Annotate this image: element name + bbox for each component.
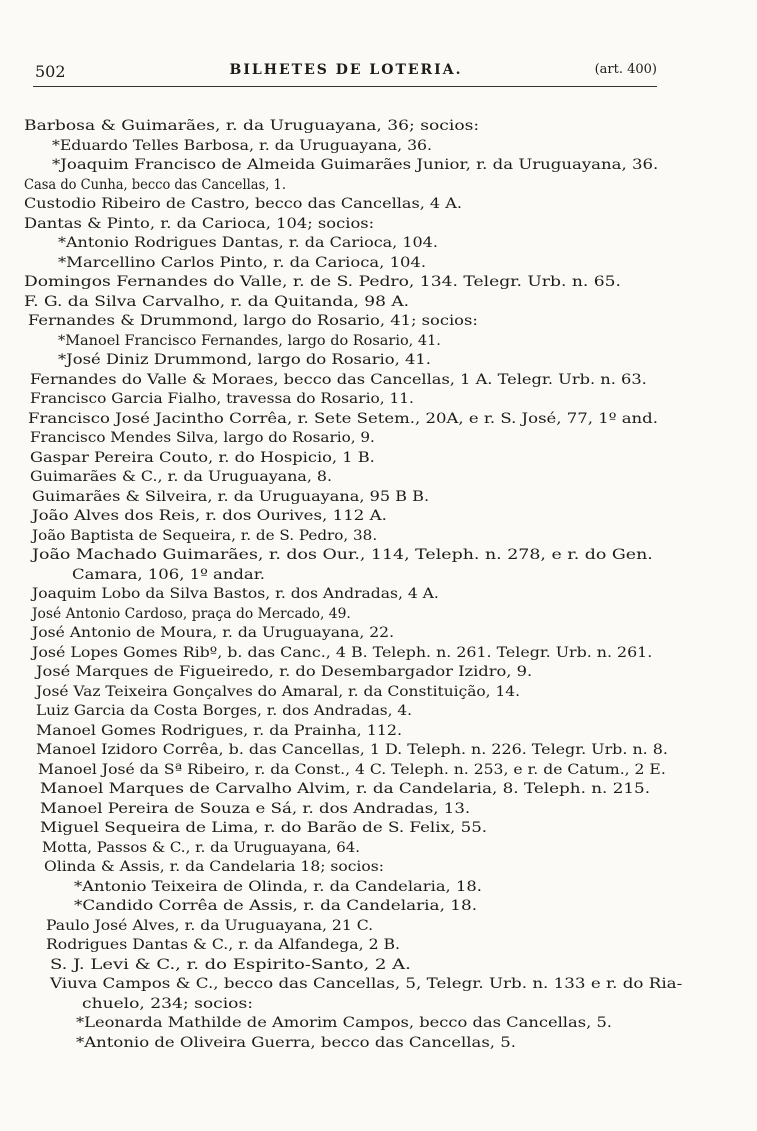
entry-text: Domingos Fernandes do Valle, r. de S. Pedro, 134. Telegr. Urb. n. 65. [24, 274, 621, 290]
entry-text: Francisco Garcia Fialho, travessa do Rosario, 11. [30, 391, 414, 407]
entry-line [0, 449, 757, 469]
entry-line [0, 546, 757, 566]
entry-text: Viuva Campos & C., becco das Cancellas, 5, Telegr. Urb. n. 133 e r. do Ria- [50, 976, 683, 992]
entry-line [0, 234, 757, 254]
page-number: 502 [35, 62, 66, 81]
entry-text: Barbosa & Guimarães, r. da Uruguayana, 36; socios: [24, 118, 480, 134]
entry-line [0, 819, 757, 839]
entry-line [0, 156, 757, 176]
entry-line [0, 488, 757, 508]
entry-text: Manoel José da Sª Ribeiro, r. da Const., 4 C. Teleph. n. 253, e r. de Catum., 2 E. [38, 761, 666, 778]
entry-text: Manoel Gomes Rodrigues, r. da Prainha, 112. [36, 722, 403, 739]
entry-text: José Lopes Gomes Ribº, b. das Canc., 4 B. Teleph. n. 261. Telegr. Urb. n. 261. [32, 644, 653, 661]
entry-line [0, 390, 757, 410]
entry-text: *Antonio Rodrigues Dantas, r. da Carioca, 104. [58, 235, 438, 251]
entry-line [0, 371, 757, 391]
article-reference: (art. 400) [594, 62, 657, 77]
entry-line [0, 663, 757, 683]
entry-line [0, 195, 757, 215]
entry-text: Camara, 106, 1º andar. [72, 566, 266, 583]
entry-text: Custodio Ribeiro de Castro, becco das Cancellas, 4 A. [24, 196, 462, 212]
entry-line [0, 293, 757, 313]
entry-line [0, 254, 757, 274]
entry-text: Dantas & Pinto, r. da Carioca, 104; socios: [24, 215, 375, 232]
entry-text: Luiz Garcia da Costa Borges, r. dos Andradas, 4. [36, 703, 412, 719]
entry-text: *Eduardo Telles Barbosa, r. da Uruguayana, 36. [52, 137, 433, 154]
entry-line [0, 761, 757, 781]
entry-text: Casa do Cunha, becco das Cancellas, 1. [24, 176, 286, 193]
entry-text: Joaquim Lobo da Silva Bastos, r. dos Andradas, 4 A. [32, 586, 439, 602]
entry-text: *Joaquim Francisco de Almeida Guimarães Junior, r. da Uruguayana, 36. [52, 157, 659, 173]
entry-text: Francisco José Jacintho Corrêa, r. Sete Setem., 20A, e r. S. José, 77, 1º and. [28, 410, 658, 427]
entry-text: Gaspar Pereira Couto, r. do Hospicio, 1 B. [30, 449, 375, 466]
entry-line [0, 917, 757, 937]
entry-text: Manoel Izidoro Corrêa, b. das Cancellas, 1 D. Teleph. n. 226. Telegr. Urb. n. 8. [36, 742, 668, 758]
entry-text: João Baptista de Sequeira, r. de S. Pedro, 38. [32, 527, 378, 544]
entry-line [0, 312, 757, 332]
entry-line [0, 566, 757, 586]
entry-text: Guimarães & Silveira, r. da Uruguayana, 95 B B. [32, 488, 430, 505]
entry-line [0, 429, 757, 449]
page-header [35, 62, 657, 86]
entry-text: Olinda & Assis, r. da Candelaria 18; socios: [44, 859, 384, 875]
entry-text: Francisco Mendes Silva, largo do Rosario, 9. [30, 430, 375, 446]
entry-list [0, 117, 757, 1053]
entry-text: chuelo, 234; socios: [82, 995, 253, 1012]
entry-line [0, 741, 757, 761]
entry-text: Paulo José Alves, r. da Uruguayana, 21 C. [46, 917, 374, 934]
entry-line [0, 332, 757, 352]
entry-line [0, 137, 757, 157]
entry-text: F. G. da Silva Carvalho, r. da Quitanda, 98 A. [24, 293, 410, 310]
entry-text: *Manoel Francisco Fernandes, largo do Rosario, 41. [58, 332, 441, 349]
entry-text: Rodrigues Dantas & C., r. da Alfandega, 2 B. [46, 937, 401, 953]
entry-line [0, 410, 757, 430]
entry-text: *Antonio Teixeira de Olinda, r. da Candelaria, 18. [74, 878, 482, 895]
entry-line [0, 683, 757, 703]
entry-line [0, 839, 757, 859]
entry-text: Miguel Sequeira de Lima, r. do Barão de S. Felix, 55. [40, 820, 488, 836]
entry-line [0, 273, 757, 293]
entry-line [0, 605, 757, 625]
entry-text: Manoel Marques de Carvalho Alvim, r. da Candelaria, 8. Teleph. n. 215. [40, 781, 651, 797]
entry-text: S. J. Levi & C., r. do Espirito-Santo, 2 A. [50, 956, 411, 973]
entry-line [0, 585, 757, 605]
entry-line [0, 644, 757, 664]
entry-text: Fernandes do Valle & Moraes, becco das Cancellas, 1 A. Telegr. Urb. n. 63. [30, 371, 647, 388]
entry-line [0, 1034, 757, 1054]
entry-text: *José Diniz Drummond, largo do Rosario, 41. [58, 352, 432, 368]
entry-text: João Alves dos Reis, r. dos Ourives, 112 A. [32, 508, 387, 524]
entry-text: José Antonio Cardoso, praça do Mercado, 49. [32, 605, 351, 622]
entry-text: José Marques de Figueiredo, r. do Desembargador Izidro, 9. [36, 664, 533, 680]
entry-text: Fernandes & Drummond, largo do Rosario, 41; socios: [28, 313, 478, 329]
entry-line [0, 527, 757, 547]
entry-line [0, 800, 757, 820]
entry-text: João Machado Guimarães, r. dos Our., 114, Teleph. n. 278, e r. do Gen. [32, 547, 653, 563]
entry-line [0, 897, 757, 917]
entry-line [0, 117, 757, 137]
entry-line [0, 468, 757, 488]
entry-line [0, 956, 757, 976]
header-rule [33, 86, 657, 87]
entry-line [0, 722, 757, 742]
entry-line [0, 780, 757, 800]
entry-text: *Leonarda Mathilde de Amorim Campos, becco das Cancellas, 5. [76, 1015, 612, 1031]
entry-text: José Antonio de Moura, r. da Uruguayana, 22. [32, 625, 395, 641]
entry-line [0, 1014, 757, 1034]
entry-line [0, 975, 757, 995]
running-title: BILHETES DE LOTERIA. [229, 62, 463, 78]
entry-text: José Vaz Teixeira Gonçalves do Amaral, r. da Constituição, 14. [36, 683, 521, 700]
entry-line [0, 624, 757, 644]
entry-line [0, 995, 757, 1015]
entry-text: *Candido Corrêa de Assis, r. da Candelaria, 18. [74, 898, 478, 914]
entry-line [0, 215, 757, 235]
entry-line [0, 176, 757, 196]
entry-line [0, 936, 757, 956]
entry-line [0, 878, 757, 898]
entry-text: Manoel Pereira de Souza e Sá, r. dos Andradas, 13. [40, 800, 471, 817]
entry-text: *Antonio de Oliveira Guerra, becco das Cancellas, 5. [76, 1034, 517, 1051]
entry-text: Guimarães & C., r. da Uruguayana, 8. [30, 469, 332, 485]
entry-line [0, 858, 757, 878]
entry-text: *Marcellino Carlos Pinto, r. da Carioca, 104. [58, 254, 427, 271]
entry-line [0, 351, 757, 371]
entry-line [0, 702, 757, 722]
entry-line [0, 507, 757, 527]
entry-text: Motta, Passos & C., r. da Uruguayana, 64. [42, 839, 361, 856]
